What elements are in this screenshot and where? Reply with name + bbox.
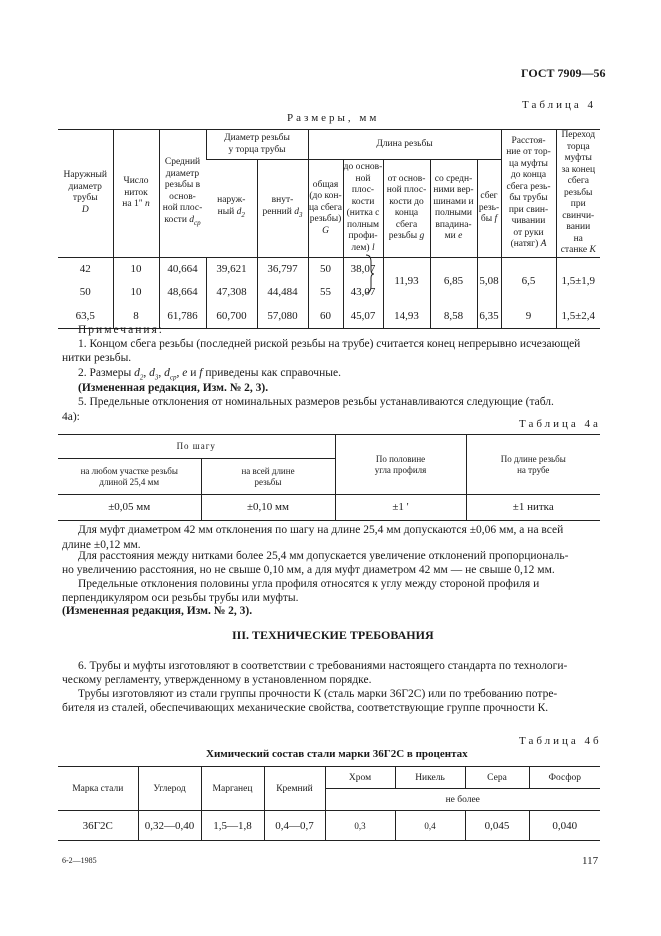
pipe-length-header: По длине резьбы на трубе (466, 435, 600, 495)
col-phosphorus: Фосфор (529, 767, 600, 789)
half-angle-header: По половине угла профиля (335, 435, 466, 495)
table4b-title: Химический состав стали марки 36Г2С в процентах (206, 748, 468, 760)
by-pitch-header: По шагу (58, 435, 335, 459)
edit-note-2: (Измененная редакция, Изм. № 2, 3). (62, 605, 253, 617)
col-from-basic-plane: от основ- ной плос- кости до конца сбега резьбы g (383, 160, 430, 257)
brace-icon (364, 254, 376, 294)
table-4 (58, 129, 600, 329)
para7-line2: бителя из сталей, обеспечивающих механические свойства, соответствующие группе прочности К. (62, 702, 549, 714)
col-inner-d3: внут- ренний $d_3$ (257, 160, 308, 257)
col-outer-diameter: Наружный диаметр трубы D (58, 130, 113, 258)
col-threads-per-inch: Число ниток на 1" n (113, 130, 159, 258)
col-carbon: Углерод (138, 767, 201, 811)
table-row: 36Г2С 0,32—0,40 1,5—1,8 0,4—0,7 0,3 0,4 0,045 0,040 (58, 811, 600, 841)
not-more-header: не более (325, 789, 600, 811)
col-chromium: Хром (325, 767, 395, 789)
para5-line1: 5. Предельные отклонения от номинальных размеров резьбы устанавливаются следующие (табл. (78, 396, 554, 408)
group-diameter-at-end: Диаметр резьбы у торца трубы (206, 130, 308, 160)
table-row: 42 10 40,664 39,621 36,797 50 38,07 11,93 6,85 5,08 6,5 1,5±1,9 (58, 257, 600, 281)
table4a-label: Таблица 4а (519, 418, 601, 430)
col-grade: Марка стали (58, 767, 138, 811)
table-row: 50 10 48,664 47,308 44,484 55 43,07 (58, 281, 600, 305)
para-p3-line2: перпендикуляром оси резьбы трубы или муфты. (62, 592, 299, 604)
col-total-length: общая (до кон- ца сбега резьбы) G (308, 160, 343, 257)
edit-note-1: (Измененная редакция, Изм. № 2, 3). (78, 382, 269, 394)
note-2: 2. Размеры $d_2$, $d_3$, $d_{ср}$, e и f приведены как справочные. (78, 367, 341, 382)
col-transition: Переход торца муфты за конец сбега резьбы при свинчи- вании на станке K (556, 130, 600, 258)
group-thread-length: Длина резьбы (308, 130, 501, 160)
para5-line2: 4а): (62, 411, 80, 423)
section-title: III. ТЕХНИЧЕСКИЕ ТРЕБОВАНИЯ (232, 628, 434, 642)
table4-label: Таблица 4 (522, 99, 597, 111)
standard-number: ГОСТ 7909—56 (521, 66, 606, 80)
col-manganese: Марганец (201, 767, 264, 811)
note-1-line1: 1. Концом сбега резьбы (последней риской резьбы на трубе) считается конец непрерывно исчезающей (78, 338, 581, 350)
full-length-header: на всей длине резьбы (201, 459, 335, 495)
col-distance: Расстоя- ние от тор- ца муфты до конца сбега резь- бы трубы при свин- чивании от руки (натяг) A (501, 130, 556, 258)
col-mean-diameter: Средний диаметр резьбы в основ- ной плос- кости $d_{ср}$ (159, 130, 206, 258)
para-p1-line2: длине ±0,12 мм. (62, 539, 141, 551)
para-p2-line2: но увеличению расстояния, но не свыше 0,10 мм, а для муфт диаметром 42 мм — не свыше 0,12 мм. (62, 564, 555, 576)
table-4a (58, 434, 600, 521)
para-p3-line1: Предельные отклонения половины угла профиля относятся к углу между стороной профиля и (78, 578, 540, 590)
note-1-line2: нитки резьбы. (62, 352, 132, 364)
para-p2-line1: Для расстояния между нитками более 25,4 мм допускается увеличение отклонений пропорциональ- (78, 550, 569, 562)
col-nickel: Никель (395, 767, 465, 789)
col-runout: сбег резь- бы f (477, 160, 501, 257)
para6-line2: ческому регламенту, утвержденному в установленном порядке. (62, 674, 372, 686)
para-p1-line1: Для муфт диаметром 42 мм отклонения по шагу на длине 25,4 мм допускаются ±0,06 мм, а на всей (78, 524, 564, 536)
notes-title: Примечания: (78, 324, 164, 336)
table-row: 63,5 8 61,786 60,700 57,080 60 45,07 14,93 8,58 6,35 9 1,5±2,4 (58, 305, 600, 328)
table4b-label: Таблица 4б (519, 735, 602, 747)
col-outer-d2: наруж- ный $d_2$ (206, 160, 257, 257)
footer-code: 6-2—1985 (62, 856, 97, 865)
col-to-basic-plane: до основ- ной плос- кости (нитка с полным профи- лем) l (343, 160, 383, 257)
page-number: 117 (582, 855, 599, 867)
table-4b (58, 766, 600, 841)
col-average-crests: со средн- ними вер- шинами и полными впадина- ми e (430, 160, 477, 257)
any-section-header: на любом участке резьбы длиной 25,4 мм (58, 459, 201, 495)
para7-line1: Трубы изготовляют из стали группы прочности К (сталь марки 36Г2С) или по требованию потре- (78, 688, 558, 700)
table4-units: Размеры, мм (287, 112, 380, 124)
para6-line1: 6. Трубы и муфты изготовляют в соответствии с требованиями настоящего стандарта по технологи- (78, 660, 568, 672)
col-sulfur: Сера (465, 767, 529, 789)
table-row: ±0,05 мм ±0,10 мм ±1 ' ±1 нитка (58, 495, 600, 521)
col-silicon: Кремний (264, 767, 325, 811)
